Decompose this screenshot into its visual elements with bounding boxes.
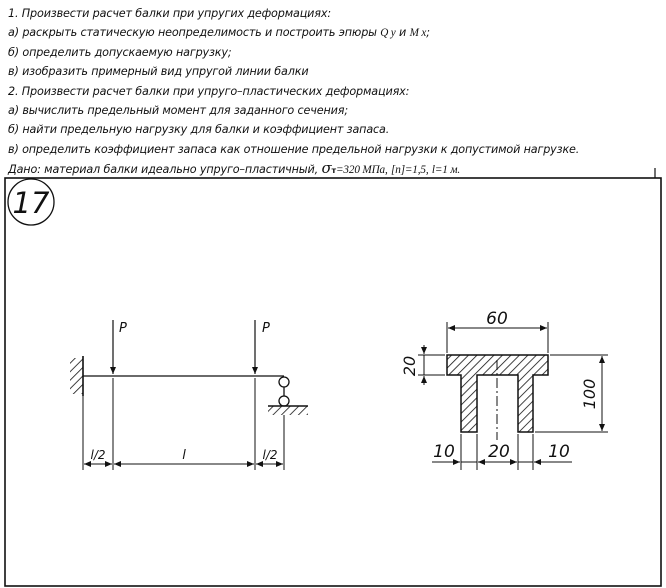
support-hinge-bottom [279, 396, 289, 406]
fixed-support-hatch [70, 358, 83, 394]
sec-dim-right-label: 10 [548, 442, 570, 462]
task-line-2-text: а) раскрыть статическую неопределимость и построить эпюры [8, 26, 377, 40]
variant-number: 17 [12, 186, 50, 220]
qy-symbol: Q y [380, 27, 396, 40]
task-line-6: а) вычислить предельный момент для заданного сечения; [8, 103, 348, 117]
n-symbol: n [395, 164, 401, 177]
task-line-4: в) изобразить примерный вид упругой линии балки [8, 65, 309, 79]
task-line-3: б) определить допускаемую нагрузку; [8, 45, 232, 59]
task-line-2-end: ; [426, 26, 430, 40]
sec-dim-height-label: 100 [580, 378, 599, 410]
n-value: =1,5, [404, 164, 429, 177]
beam-dim-left-label: l/2 [90, 448, 106, 462]
sec-dim-flange-label: 20 [400, 355, 419, 377]
drawing-frame [5, 178, 661, 586]
l-value: =1 м. [434, 164, 461, 177]
sigma-symbol: σ [321, 159, 332, 178]
n-bracket: [n] [391, 164, 405, 177]
given-label: Дано: материал балки идеально упруго–пластичный, [8, 163, 319, 177]
task-line-5: 2. Произвести расчет балки при упруго–пластических деформациях: [8, 84, 410, 98]
l-symbol: l [431, 164, 435, 177]
task-line-8: в) определить коэффициент запаса как отношение предельной нагрузки к допустимой нагрузке. [8, 142, 580, 156]
and-word: и [399, 26, 407, 40]
cross-section [400, 309, 608, 470]
beam-dim-right-label: l/2 [262, 448, 278, 462]
sec-dim-left-label: 10 [433, 442, 455, 462]
task-line-7: б) найти предельную нагрузку для балки и коэффициент запаса. [8, 123, 390, 137]
sigma-subscript: т [331, 166, 337, 176]
sec-dim-gap-label: 20 [488, 442, 510, 462]
load-label-right: P [262, 321, 270, 336]
support-ground-hatch [268, 406, 308, 415]
task-line-1: 1. Произвести расчет балки при упругих деформациях: [8, 7, 331, 20]
sigma-value: =320 МПа, [336, 164, 388, 177]
load-label-left: P [119, 321, 127, 336]
support-hinge-top [279, 377, 289, 387]
beam-scheme [70, 320, 308, 470]
beam-dim-mid-label: l [182, 448, 186, 463]
mx-symbol: M x [409, 27, 427, 40]
sec-dim-top-label: 60 [486, 309, 508, 329]
